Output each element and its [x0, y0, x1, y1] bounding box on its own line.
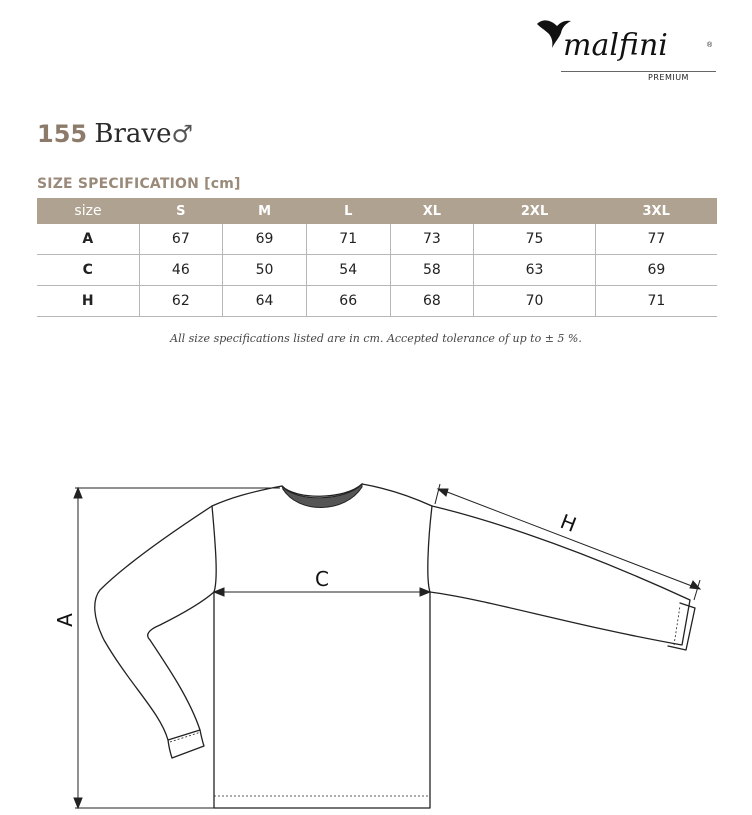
row-label: C	[37, 255, 139, 286]
header-cell-s: S	[139, 198, 223, 224]
header-cell-xl: XL	[390, 198, 474, 224]
header-cell-3xl: 3XL	[595, 198, 717, 224]
tolerance-note: All size specifications listed are in cm. Accepted tolerance of up to ± 5 %.	[170, 332, 582, 345]
size-spec-title: SIZE SPECIFICATION [cm]	[37, 176, 241, 192]
sweatshirt-diagram	[0, 440, 752, 815]
logo-tagline: PREMIUM	[648, 73, 689, 82]
table-cell: 46	[139, 255, 223, 286]
table-cell: 68	[390, 286, 474, 317]
table-cell: 77	[595, 224, 717, 255]
logo-wordmark: malfini	[563, 28, 668, 63]
malfini-logo	[535, 16, 720, 86]
table-header-row	[37, 198, 717, 224]
header-cell-2xl: 2XL	[474, 198, 596, 224]
dimension-label-h: H	[557, 509, 580, 537]
product-title	[37, 118, 193, 149]
table-cell: 70	[474, 286, 596, 317]
male-symbol-icon: ♂	[171, 120, 193, 148]
table-cell: 64	[223, 286, 307, 317]
table-cell: 69	[223, 224, 307, 255]
table-cell: 50	[223, 255, 307, 286]
product-name: Brave	[94, 119, 172, 149]
table-row	[37, 255, 717, 286]
product-number: 155	[37, 120, 88, 148]
table-row	[37, 286, 717, 317]
table-row	[37, 224, 717, 255]
left-sleeve-outline	[95, 506, 214, 740]
table-cell: 58	[390, 255, 474, 286]
header-cell-l: L	[306, 198, 390, 224]
header-cell-size: size	[37, 198, 139, 224]
table-cell: 73	[390, 224, 474, 255]
table-cell: 69	[595, 255, 717, 286]
table-cell: 75	[474, 224, 596, 255]
table-cell: 62	[139, 286, 223, 317]
table-cell: 66	[306, 286, 390, 317]
garment-body-outline	[212, 484, 432, 808]
registered-mark: ®	[707, 42, 713, 49]
logo-underline	[561, 71, 716, 72]
dimension-label-c: C	[315, 567, 329, 591]
table-cell: 71	[595, 286, 717, 317]
dimension-label-a: A	[53, 613, 77, 627]
table-cell: 54	[306, 255, 390, 286]
row-label: H	[37, 286, 139, 317]
table-cell: 67	[139, 224, 223, 255]
row-label: A	[37, 224, 139, 255]
size-spec-table	[37, 198, 717, 317]
table-cell: 63	[474, 255, 596, 286]
table-cell: 71	[306, 224, 390, 255]
header-cell-m: M	[223, 198, 307, 224]
